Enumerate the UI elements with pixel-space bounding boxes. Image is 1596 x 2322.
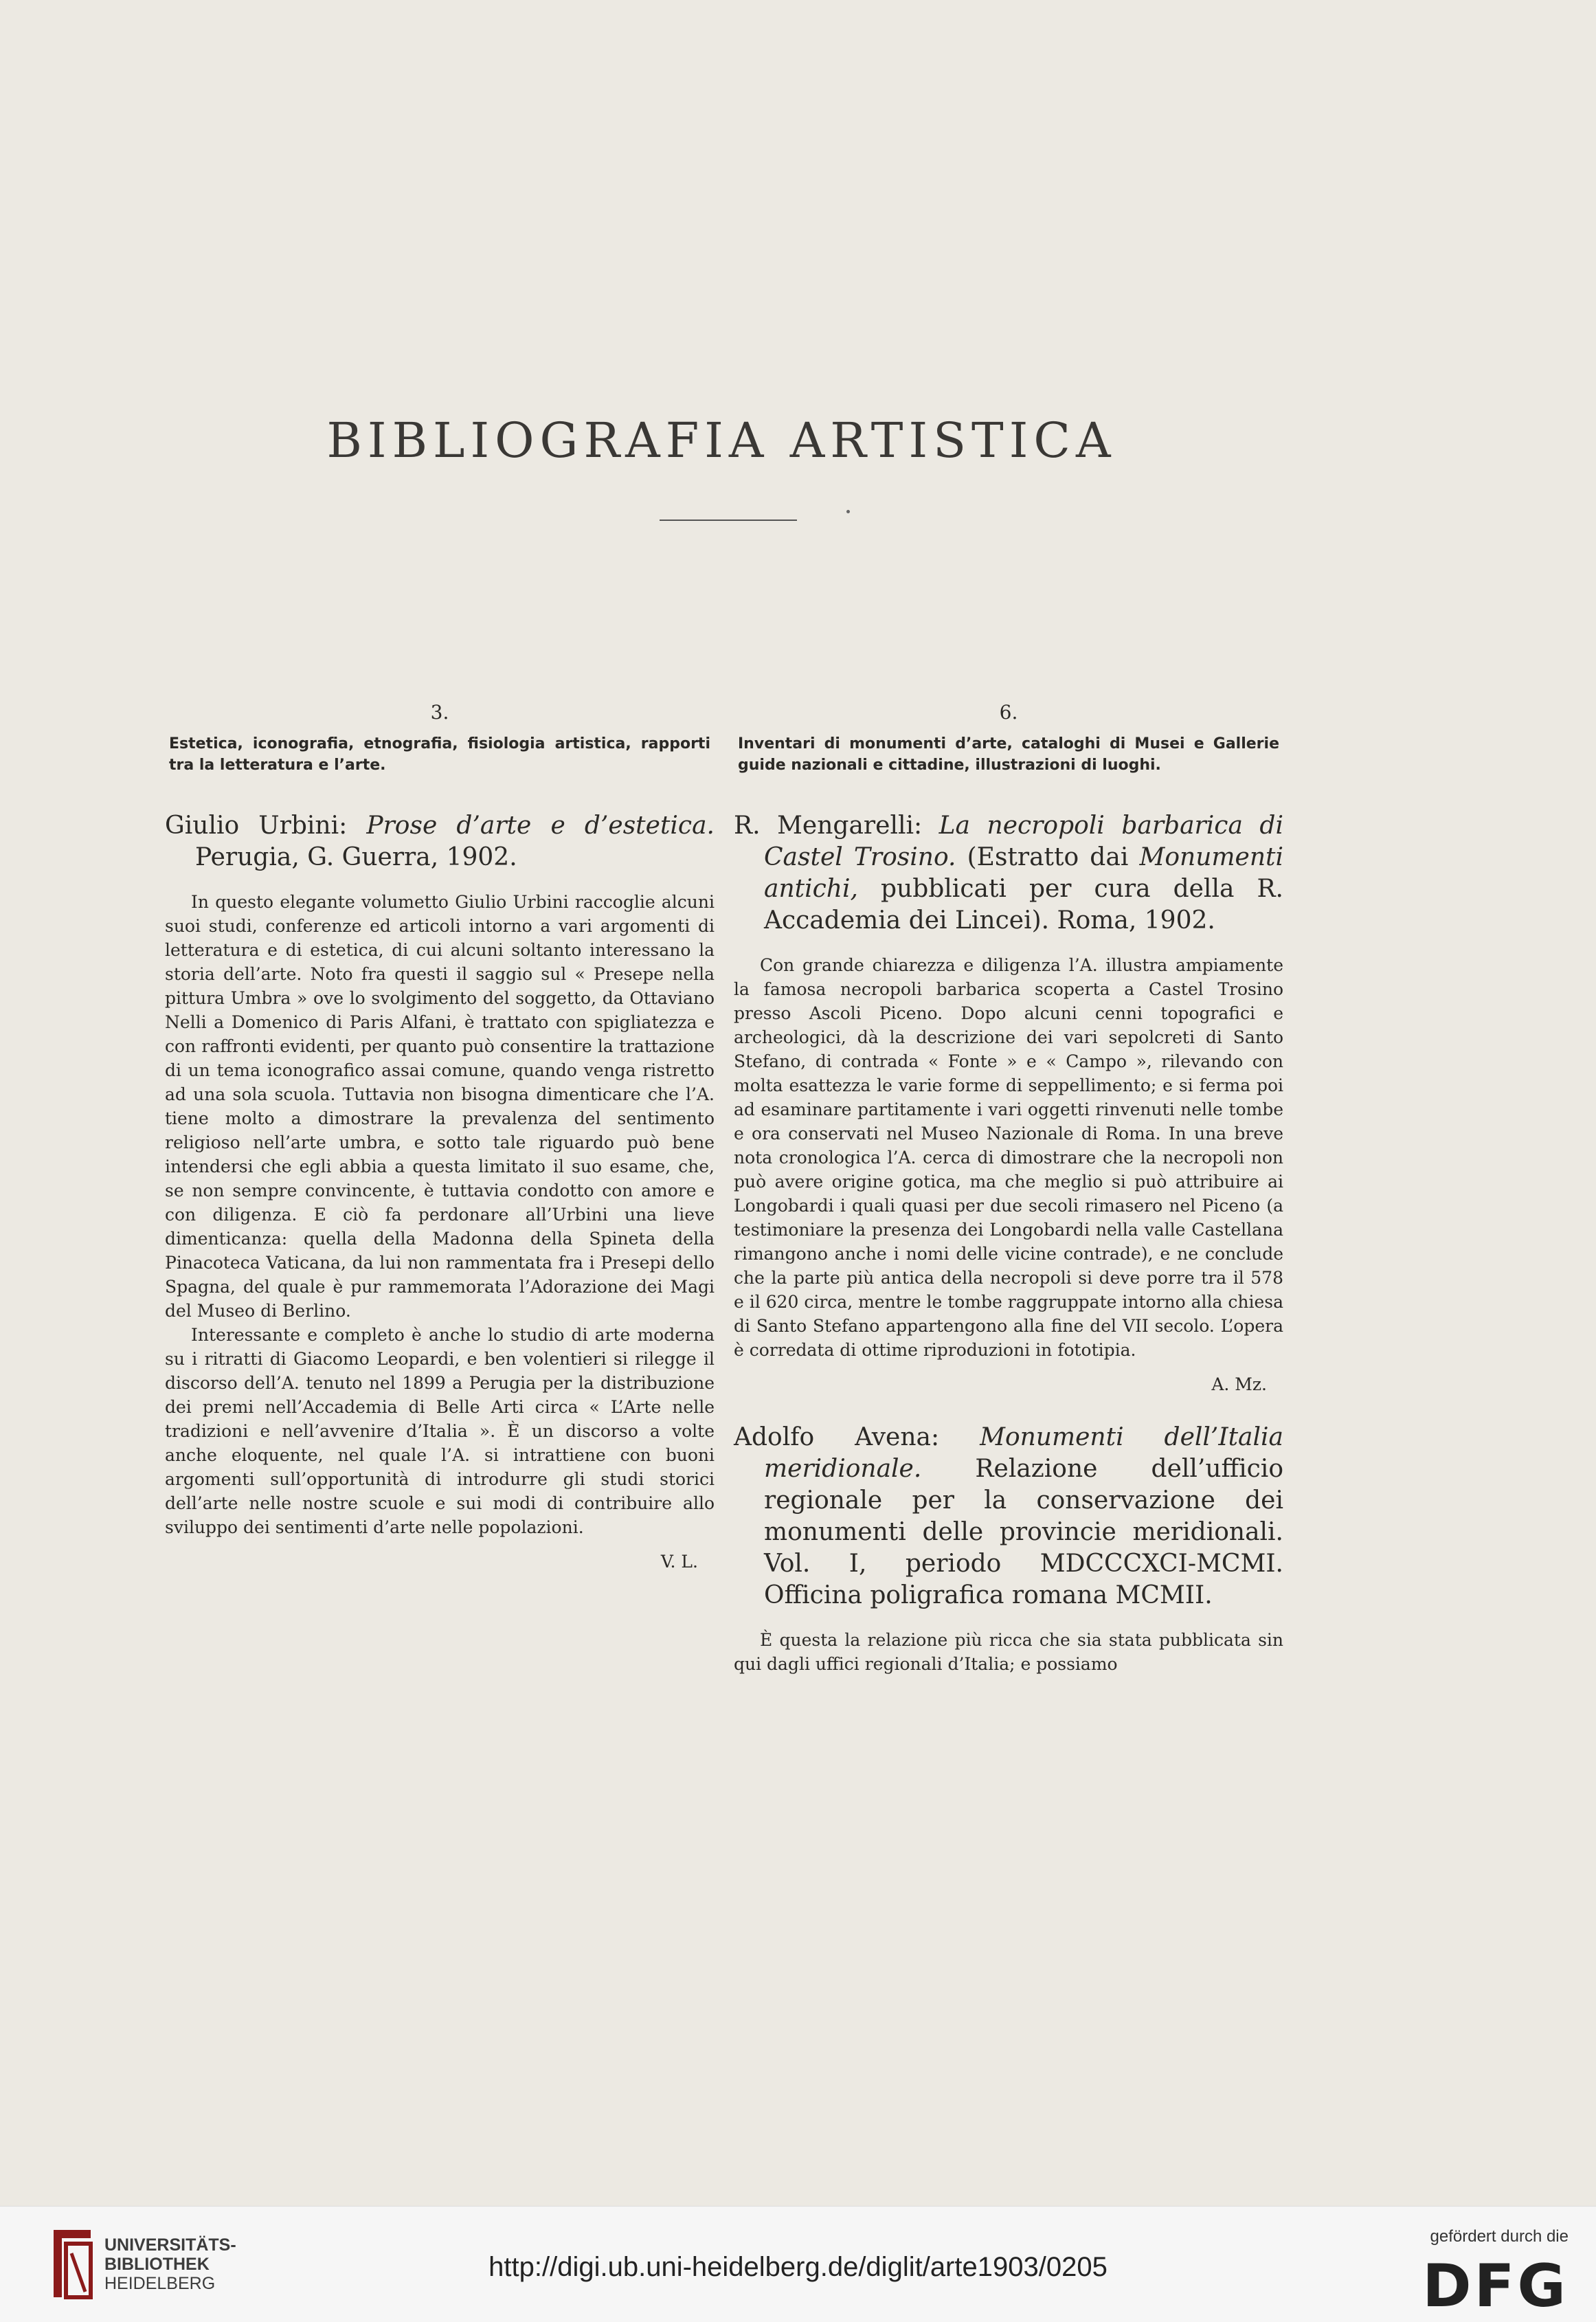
- review-body: [165, 890, 715, 1539]
- dfg-logo: DFG: [1422, 2252, 1569, 2321]
- review-paragraph: È questa la relazione più ricca che sia stata pubblicata sin qui dagli uffici regionali d’Italia; e possiamo: [734, 1630, 1283, 1674]
- right-column: [734, 701, 1283, 1676]
- review-paragraph: Interessante e completo è anche lo studio di arte moderna su i ritratti di Giacomo Leopardi, e ben volentieri si rilegge il discorso dell’A. tenuto nel 1899 a Perugia per la distribuzione dei premi nell’Accademia di Belle Arti circa « L’Arte nelle tradizioni e nell’avvenire d’Italia ». È un discorso a volte anche eloquente, nel quale l’A. si intrattiene con buoni argomenti sull’opportunità di introdurre gli studi storici dell’arte nelle nostre scuole e sui modi di contribuire allo sviluppo dei sentimenti d’arte nelle popolazioni.: [165, 1325, 715, 1537]
- entry-publication: pubblicati per cura della R. Accademia dei Lincei). Roma, 1902.: [764, 875, 1283, 935]
- entry-title: Monumenti dell’Italia meridionale.: [764, 1423, 1283, 1483]
- reviewer-signature: A. Mz.: [1211, 1374, 1267, 1394]
- entry-author: Giulio Urbini:: [165, 812, 367, 840]
- entry-author: Adolfo Avena:: [734, 1423, 980, 1451]
- review-paragraph: Con grande chiarezza e diligenza l’A. illustra ampiamente la famosa necropoli barbarica scoperta a Castel Trosino presso Ascoli Piceno. Dopo alcuni cenni topografici e archeologici, dà la descrizione dei vari sepolcreti di Santo Stefano, di contrada « Fonte » e « Campo », rilevando con molta esattezza le varie forme di seppellimento; e si ferma poi ad esaminare partitamente i vari oggetti rinvenuti nelle tombe e ora conservati nel Museo Nazionale di Roma. In una breve nota cronologica l’A. cerca di dimostrare che la necropoli non può avere origine gotica, ma che meglio si può attribuire ai Longobardi i quali quasi per due secoli rimasero nel Piceno (a testimoniare la presenza dei Longobardi nella valle Castellana rimangono anche i nomi delle vicine contrade), e ne conclude che la parte più antica della necropoli si deve porre tra il 578 e il 620 circa, mentre le tombe raggruppate intorno alla chiesa di Santo Stefano appartengono alla fine del VII secolo. L’opera è corredata di ottime riproduzioni in fototipia.: [734, 955, 1283, 1360]
- funding-note: gefördert durch die: [1430, 2227, 1569, 2246]
- review-paragraph: In questo elegante volumetto Giulio Urbini raccoglie alcuni suoi studi, conferenze ed articoli intorno a vari argomenti di letteratura e di estetica, di cui alcuni soltanto interessano la storia dell’arte. Noto fra questi il saggio sul « Presepe nella pittura Umbra » ove lo svolgimento del soggetto, da Ottaviano Nelli a Domenico di Paris Alfani, è trattato con spigliatezza e con raffronti evidenti, per quanto può consentire la trattazione di un tema iconografico assai comune, quando venga ristretto ad una sola scuola. Tuttavia non bisogna dimenticare che l’A. tiene molto a dimostrare la prevalenza del sentimento religioso nell’arte umbra, e sotto tale riguardo può bene intendersi che egli abbia a questa limitato il suo esame, che, se non sempre convincente, è tuttavia condotto con amore e con diligenza. E ciò fa perdonare all’Urbini una lieve dimenticanza: quella della Madonna della Spineta della Pinacoteca Vaticana, da lui non rammentata fra i Presepi dello Spagna, del quale è pur rammemorata l’Adorazione dei Magi del Museo di Berlino.: [165, 892, 715, 1321]
- reviewer-signature: V. L.: [660, 1552, 698, 1572]
- review-body: [734, 1628, 1283, 1676]
- permalink-url[interactable]: http://digi.ub.uni-heidelberg.de/diglit/arte1903/0205: [488, 2252, 1108, 2282]
- entry-title: La necropoli barbarica di Castel Trosino.: [764, 812, 1283, 871]
- left-column: [165, 701, 715, 1599]
- entry-publication: Perugia, G. Guerra, 1902.: [195, 843, 517, 871]
- bibliography-entry: [734, 1422, 1283, 1611]
- divider-dot: [846, 510, 850, 513]
- entry-publication: Relazione dell’ufficio regionale per la conservazione dei monumenti delle provincie meridionali. Vol. I, periodo MDCCCXCI-MCMI. Officina poligrafica romana MCMII.: [764, 1455, 1283, 1609]
- entry-title: Prose d’arte e d’estetica.: [366, 812, 715, 840]
- title-divider: [660, 520, 797, 521]
- library-name: UNIVERSITÄTS- BIBLIOTHEK HEIDELBERG: [104, 2235, 236, 2293]
- review-body: [734, 953, 1283, 1362]
- bibliography-entry: R. Mengarelli: La necropoli barbarica di Castel Trosino. (Estratto dai Monumenti antichi, pubblicati per cura della R. Accademia dei Lincei). Roma, 1902.: [734, 812, 1283, 935]
- section-number: 3.: [430, 701, 449, 724]
- viewer-footer: [0, 2206, 1596, 2322]
- section-number: 6.: [999, 701, 1018, 724]
- bibliography-entry: [165, 810, 715, 873]
- section-heading: Inventari di monumenti d’arte, cataloghi di Musei e Gallerie guide nazionali e cittadine, illustrazioni di luoghi.: [738, 735, 1279, 774]
- section-heading: Estetica, iconografia, etnografia, fisiologia artistica, rapporti tra la letteratura e l’arte.: [169, 735, 710, 774]
- page-title: BIBLIOGRAFIA ARTISTICA: [326, 412, 1116, 469]
- entry-author: R. Mengarelli:: [734, 812, 939, 840]
